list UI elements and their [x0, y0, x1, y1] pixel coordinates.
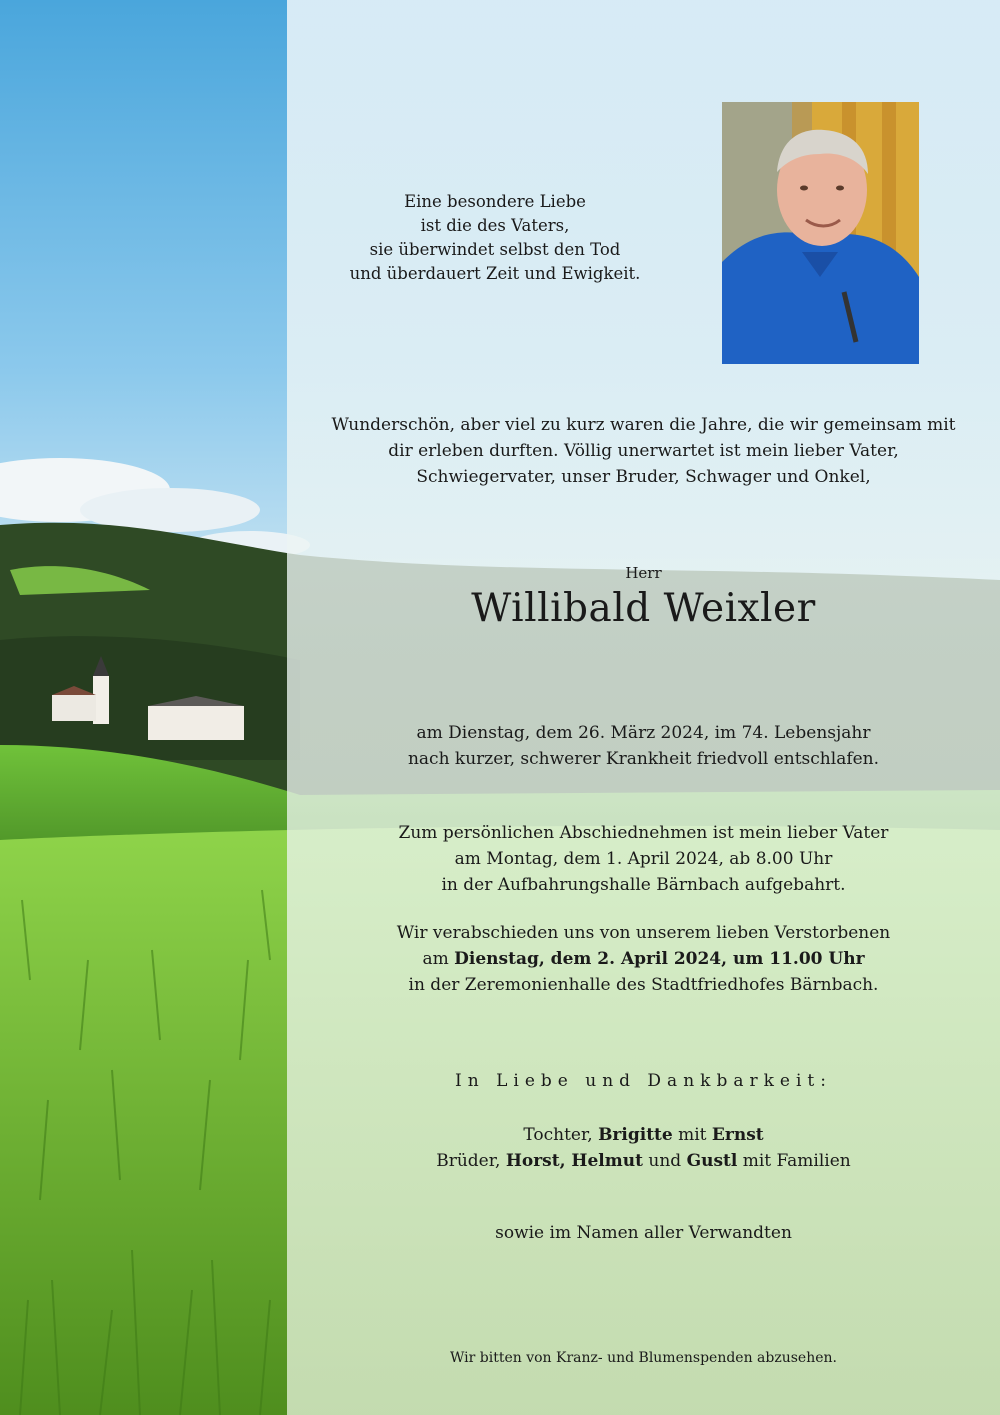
service-date: Dienstag, dem 2. April 2024, um 11.00 Uhr [454, 949, 865, 969]
thanks-heading: In Liebe und Dankbarkeit: [455, 1071, 832, 1091]
service-line: in der Zeremonienhalle des Stadtfriedhofes Bärnbach. [408, 975, 879, 995]
service-info [287, 920, 1000, 998]
quote-line: sie überwindet selbst den Tod [369, 240, 621, 259]
quote-line: Eine besondere Liebe [404, 192, 586, 211]
intro-line: Wunderschön, aber viel zu kurz waren die Jahre, die wir gemeinsam mit [331, 415, 956, 435]
viewing-info [287, 820, 1000, 898]
quote-line: und überdauert Zeit und Ewigkeit. [349, 264, 641, 283]
deceased-title: Herr [625, 564, 662, 582]
service-date-line: am Dienstag, dem 2. April 2024, um 11.00 Uhr [422, 949, 865, 969]
viewing-line: in der Aufbahrungshalle Bärnbach aufgebahrt. [441, 875, 846, 895]
viewing-line: Zum persönlichen Abschiednehmen ist mein lieber Vater [398, 823, 889, 843]
family-row-brothers: Brüder, Horst, Helmut und Gustl mit Familien [436, 1151, 851, 1171]
viewing-line: am Montag, dem 1. April 2024, ab 8.00 Uhr [454, 849, 833, 869]
service-line: Wir verabschieden uns von unserem lieben Verstorbenen [396, 923, 891, 943]
quote-line: ist die des Vaters, [420, 216, 570, 235]
castle-building [148, 706, 244, 740]
deceased-name: Willibald Weixler [471, 586, 816, 631]
memorial-quote [300, 190, 690, 286]
death-line: am Dienstag, dem 26. März 2024, im 74. Lebensjahr [416, 723, 871, 743]
intro-line: dir erleben durften. Völlig unerwartet ist mein lieber Vater, [388, 441, 899, 461]
relatives-line: sowie im Namen aller Verwandten [495, 1223, 792, 1243]
death-notice [287, 720, 1000, 772]
intro-line: Schwiegervater, unser Bruder, Schwager und Onkel, [416, 467, 871, 487]
family-row-daughter: Tochter, Brigitte mit Ernst [523, 1125, 764, 1145]
portrait-photo [722, 102, 919, 364]
family-list [287, 1122, 1000, 1174]
death-line: nach kurzer, schwerer Krankheit friedvoll entschlafen. [407, 749, 880, 769]
flowers-note: Wir bitten von Kranz- und Blumenspenden abzusehen. [450, 1350, 837, 1366]
intro-text [287, 412, 1000, 490]
